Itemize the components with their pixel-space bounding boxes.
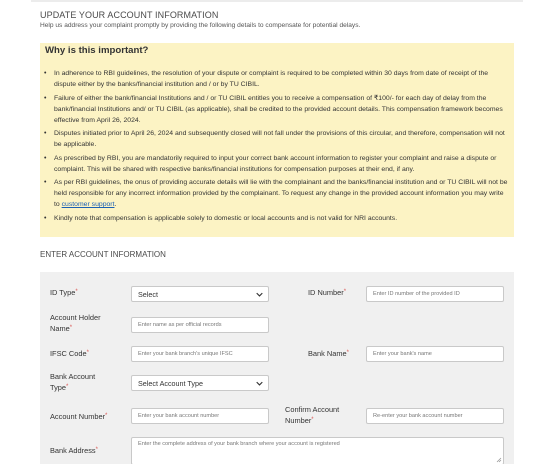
holder-name-input[interactable]: Enter name as per official records xyxy=(131,317,269,333)
id-type-label xyxy=(50,287,78,298)
notice-list xyxy=(44,68,510,226)
account-type-select[interactable] xyxy=(131,375,269,391)
confirm-account-input[interactable]: Re-enter your bank account number xyxy=(366,408,504,424)
label-text: ID Number xyxy=(308,288,344,297)
label-text: Account Holder xyxy=(50,313,101,322)
id-type-value: Select xyxy=(138,290,158,299)
account-number-input[interactable]: Enter your bank account number xyxy=(131,408,269,424)
required-mark: * xyxy=(105,413,108,419)
label-text: ID Type xyxy=(50,288,76,297)
confirm-account-label xyxy=(285,404,339,426)
bullet-icon: • xyxy=(44,214,47,222)
bank-address-label xyxy=(50,445,98,456)
chevron-down-icon xyxy=(256,380,263,387)
required-mark: * xyxy=(66,384,69,390)
ifsc-label xyxy=(50,348,89,359)
id-number-input[interactable]: Enter ID number of the provided ID xyxy=(366,286,504,302)
label-text: Bank Name xyxy=(308,349,347,358)
label-text: Account Number xyxy=(50,412,106,421)
label-text: Bank Account xyxy=(50,372,96,381)
required-mark: * xyxy=(69,325,73,331)
address-placeholder: Enter the complete address of your bank branch where your account is registered xyxy=(138,441,340,447)
label-text: Confirm Account xyxy=(285,405,340,414)
notice-item xyxy=(44,93,510,126)
bullet-icon: • xyxy=(44,179,47,186)
bullet-icon: • xyxy=(44,70,47,77)
label-text: Name xyxy=(50,324,70,333)
required-mark: * xyxy=(311,417,314,423)
required-mark: * xyxy=(86,350,89,356)
label-text: Type xyxy=(50,383,67,392)
holder-name-label xyxy=(50,312,101,334)
bank-name-input[interactable]: Enter your bank's name xyxy=(366,346,504,362)
notice-text: Disputes initiated prior to April 26, 2024 and subsequently closed will not fall under the provisions of this circular, and therefore, compensation will not be applicable. xyxy=(54,130,505,148)
id-number-label xyxy=(308,287,346,298)
account-form xyxy=(40,272,514,464)
section-subtitle: Help us address your complaint promptly by providing the following details to compensate for potential delays. xyxy=(40,22,361,29)
label-text: IFSC Code xyxy=(50,349,87,358)
notice-item xyxy=(44,177,510,210)
bullet-icon: • xyxy=(44,94,47,102)
bank-name-label xyxy=(308,348,349,359)
account-type-value: Select Account Type xyxy=(138,379,203,388)
bank-address-textarea[interactable] xyxy=(131,437,504,464)
required-mark: * xyxy=(346,350,349,356)
notice-text: Failure of either the bank/financial Institutions and / or TU CIBIL entitles you to receive a compensation of ₹100/- for each day of delay from the bank/financial Institutions and/ or TU CIBIL (as applicable), shall be credited to the provided account details. This compensation framework becomes effective from April 26, 2024. xyxy=(54,94,503,124)
ifsc-input[interactable]: Enter your bank branch's unique IFSC xyxy=(131,346,269,362)
account-number-label xyxy=(50,411,107,422)
notice-text: As prescribed by RBI, you are mandatorily required to input your correct bank account information to register your complaint and raise a dispute or complaint. This will be shared with respective banks/financial institutions for compensation purposes at their end, if any. xyxy=(54,154,497,173)
chevron-down-icon xyxy=(256,291,263,298)
notice-item xyxy=(44,153,510,175)
notice-item xyxy=(44,128,510,150)
section-title: UPDATE YOUR ACCOUNT INFORMATION xyxy=(40,10,219,20)
account-info-page xyxy=(31,0,523,464)
notice-heading: Why is this important? xyxy=(45,45,149,56)
bullet-icon: • xyxy=(44,130,47,137)
divider xyxy=(31,0,523,2)
bullet-icon: • xyxy=(44,154,47,162)
label-text: Bank Address xyxy=(50,446,96,455)
customer-support-link[interactable]: customer support xyxy=(61,201,115,208)
importance-notice xyxy=(40,43,514,237)
notice-item xyxy=(44,213,510,224)
notice-text: In adherence to RBI guidelines, the resolution of your dispute or complaint is required to be completed within 30 days from date of receipt of the dispute either by the banks/financial institution and / or by TU CIBIL. xyxy=(54,70,489,88)
required-mark: * xyxy=(95,447,98,453)
id-type-select[interactable] xyxy=(131,286,269,302)
notice-text: As per RBI guidelines, the onus of providing accurate details will lie with the complainant and the banks/financial institution and or TU CIBIL will not be held responsible for any incorrect information provided by the complainant. To request any change in the provided account information you may write to xyxy=(54,179,508,208)
notice-text-end: . xyxy=(114,201,117,208)
required-mark: * xyxy=(343,289,347,295)
notice-item xyxy=(44,68,510,90)
resize-grip-icon[interactable] xyxy=(496,457,502,463)
form-title: ENTER ACCOUNT INFORMATION xyxy=(40,250,166,259)
required-mark: * xyxy=(75,289,78,295)
account-type-label xyxy=(50,371,95,393)
notice-text: Kindly note that compensation is applicable solely to domestic or local accounts and is not valid for NRI accounts. xyxy=(54,214,398,222)
label-text: Number xyxy=(285,416,312,425)
